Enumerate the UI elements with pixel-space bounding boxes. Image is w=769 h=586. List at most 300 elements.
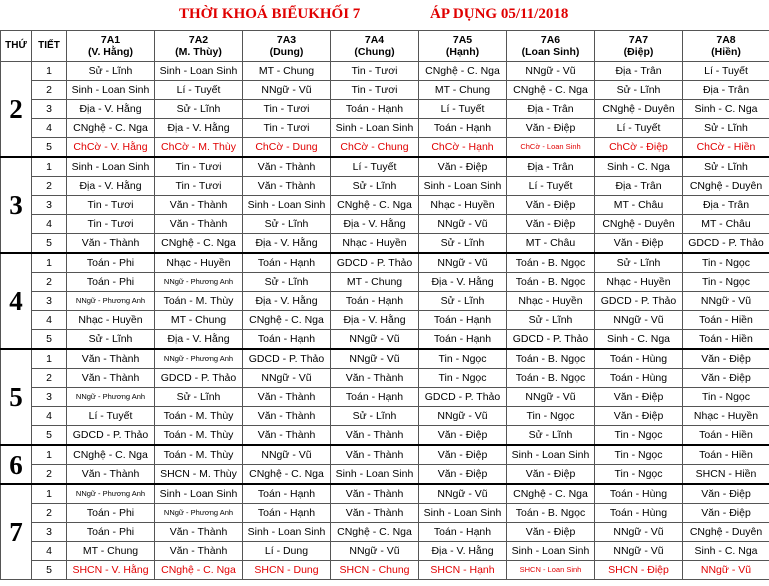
timetable-grid (0, 30, 769, 580)
day-label: 2 (1, 62, 32, 158)
schedule-cell: NNgữ - Phương Anh (67, 388, 155, 407)
schedule-cell: Lí - Dung (243, 542, 331, 561)
schedule-cell: NNgữ - Vũ (595, 523, 683, 542)
schedule-cell: Sinh - Loan Sinh (67, 81, 155, 100)
period-number: 2 (32, 465, 67, 485)
schedule-cell: Nhạc - Huyền (595, 273, 683, 292)
schedule-cell: Toán - M. Thùy (155, 292, 243, 311)
period-number: 5 (32, 234, 67, 254)
schedule-cell: Toán - Hạnh (331, 292, 419, 311)
period-row (1, 119, 769, 138)
period-number: 3 (32, 523, 67, 542)
schedule-cell: Tin - Tươi (243, 100, 331, 119)
schedule-cell: Địa - V. Hằng (67, 100, 155, 119)
class-header (331, 31, 419, 62)
schedule-cell: Văn - Thành (331, 484, 419, 504)
schedule-cell: Địa - V. Hằng (155, 330, 243, 350)
schedule-cell: Toán - B. Ngọc (507, 253, 595, 273)
schedule-cell: Địa - Trân (507, 100, 595, 119)
period-number: 2 (32, 177, 67, 196)
period-number: 2 (32, 273, 67, 292)
schedule-cell: NNgữ - Vũ (331, 542, 419, 561)
schedule-cell: Văn - Điệp (419, 445, 507, 465)
schedule-cell: Địa - V. Hằng (419, 273, 507, 292)
schedule-cell: Địa - Trân (683, 196, 769, 215)
schedule-cell: Văn - Điệp (507, 215, 595, 234)
class-header (683, 31, 769, 62)
class-header (507, 31, 595, 62)
schedule-cell: MT - Châu (507, 234, 595, 254)
schedule-cell: Sử - Lĩnh (419, 292, 507, 311)
schedule-cell: MT - Châu (595, 196, 683, 215)
schedule-cell: ChCờ - Hiền (683, 138, 769, 158)
class-code: 7A1 (100, 34, 121, 46)
schedule-cell: Toán - Hiền (683, 330, 769, 350)
schedule-cell: Văn - Thành (331, 445, 419, 465)
schedule-cell: NNgữ - Vũ (331, 349, 419, 369)
schedule-cell: GDCD - P. Thảo (507, 330, 595, 350)
schedule-cell: Văn - Điệp (507, 196, 595, 215)
period-row (1, 100, 769, 119)
schedule-cell: CNghệ - C. Nga (67, 445, 155, 465)
period-row (1, 465, 769, 485)
schedule-cell: Văn - Thành (67, 234, 155, 254)
class-header (595, 31, 683, 62)
schedule-cell: Văn - Điệp (419, 426, 507, 446)
schedule-cell: CNghệ - C. Nga (67, 119, 155, 138)
schedule-cell: Sử - Lĩnh (507, 311, 595, 330)
schedule-cell: Sinh - C. Nga (595, 330, 683, 350)
schedule-cell: Địa - Trân (595, 62, 683, 81)
schedule-cell: Toán - Hạnh (331, 388, 419, 407)
schedule-cell: Địa - Trân (683, 81, 769, 100)
schedule-cell: Sinh - Loan Sinh (243, 196, 331, 215)
schedule-cell: Sử - Lĩnh (683, 119, 769, 138)
period-row (1, 273, 769, 292)
schedule-cell: GDCD - P. Thảo (331, 253, 419, 273)
schedule-cell: CNghệ - C. Nga (507, 484, 595, 504)
schedule-cell: Tin - Tươi (155, 177, 243, 196)
schedule-cell: Toán - Hiền (683, 426, 769, 446)
schedule-cell: Địa - V. Hằng (243, 292, 331, 311)
header-row (1, 31, 769, 62)
schedule-cell: Toán - Hạnh (419, 119, 507, 138)
day-column-header: THỨ (1, 31, 32, 62)
schedule-cell: NNgữ - Phương Anh (155, 273, 243, 292)
period-row (1, 196, 769, 215)
schedule-cell: NNgữ - Vũ (595, 311, 683, 330)
schedule-cell: Tin - Ngọc (507, 407, 595, 426)
schedule-cell: NNgữ - Vũ (507, 62, 595, 81)
schedule-cell: NNgữ - Vũ (243, 81, 331, 100)
schedule-cell: Văn - Thành (155, 196, 243, 215)
schedule-cell: Sinh - Loan Sinh (419, 177, 507, 196)
schedule-cell: Văn - Thành (243, 177, 331, 196)
title-row (66, 0, 769, 31)
schedule-cell: CNghệ - Duyên (595, 215, 683, 234)
schedule-cell: Văn - Điệp (507, 523, 595, 542)
class-header (155, 31, 243, 62)
class-code: 7A4 (364, 34, 385, 46)
schedule-cell: Lí - Tuyết (67, 407, 155, 426)
schedule-cell: NNgữ - Vũ (419, 215, 507, 234)
schedule-cell: Sử - Lĩnh (595, 253, 683, 273)
schedule-cell: MT - Châu (683, 215, 769, 234)
schedule-cell: Văn - Thành (331, 426, 419, 446)
schedule-cell: Văn - Thành (67, 465, 155, 485)
schedule-cell: Văn - Điệp (507, 119, 595, 138)
period-row (1, 407, 769, 426)
schedule-cell: Toán - M. Thùy (155, 445, 243, 465)
period-number: 1 (32, 253, 67, 273)
schedule-cell: CNghệ - C. Nga (331, 523, 419, 542)
schedule-cell: Tin - Tươi (331, 81, 419, 100)
schedule-cell: Sinh - C. Nga (683, 542, 769, 561)
schedule-cell: Sử - Lĩnh (243, 215, 331, 234)
class-header (243, 31, 331, 62)
class-header (419, 31, 507, 62)
schedule-cell: NNgữ - Vũ (507, 388, 595, 407)
schedule-cell: Văn - Thành (155, 542, 243, 561)
period-number: 2 (32, 81, 67, 100)
period-number: 4 (32, 407, 67, 426)
schedule-cell: Sử - Lĩnh (67, 330, 155, 350)
schedule-cell: Nhạc - Huyền (683, 407, 769, 426)
schedule-cell: Văn - Điệp (683, 349, 769, 369)
schedule-cell: Văn - Thành (67, 349, 155, 369)
schedule-cell: SHCN - Hạnh (419, 561, 507, 580)
schedule-cell: Toán - Hùng (595, 504, 683, 523)
homeroom-teacher: (M. Thùy) (175, 46, 222, 58)
period-number: 1 (32, 445, 67, 465)
period-row (1, 234, 769, 254)
schedule-cell: ChCờ - Điệp (595, 138, 683, 158)
schedule-cell: Văn - Thành (67, 369, 155, 388)
period-row (1, 445, 769, 465)
period-row (1, 561, 769, 580)
schedule-cell: Nhạc - Huyền (67, 311, 155, 330)
schedule-cell: Tin - Ngọc (683, 253, 769, 273)
schedule-cell: Nhạc - Huyền (331, 234, 419, 254)
schedule-cell: Toán - Hùng (595, 369, 683, 388)
period-row (1, 253, 769, 273)
schedule-cell: Địa - V. Hằng (67, 177, 155, 196)
period-number: 2 (32, 504, 67, 523)
schedule-cell: Văn - Điệp (419, 465, 507, 485)
schedule-cell: Địa - Trân (595, 177, 683, 196)
schedule-cell: NNgữ - Phương Anh (155, 504, 243, 523)
class-header (67, 31, 155, 62)
schedule-cell: Sử - Lĩnh (419, 234, 507, 254)
schedule-cell: CNghệ - C. Nga (243, 311, 331, 330)
schedule-cell: Tin - Tươi (67, 196, 155, 215)
schedule-cell: MT - Chung (243, 62, 331, 81)
schedule-cell: Văn - Thành (155, 215, 243, 234)
period-number: 4 (32, 215, 67, 234)
schedule-cell: Văn - Điệp (419, 157, 507, 177)
schedule-cell: Toán - Hạnh (243, 504, 331, 523)
schedule-cell: Sử - Lĩnh (243, 273, 331, 292)
schedule-cell: Sinh - Loan Sinh (155, 484, 243, 504)
schedule-cell: NNgữ - Vũ (243, 369, 331, 388)
schedule-cell: GDCD - P. Thảo (155, 369, 243, 388)
schedule-cell: Văn - Thành (331, 504, 419, 523)
schedule-cell: MT - Chung (419, 81, 507, 100)
schedule-cell: Tin - Tươi (243, 119, 331, 138)
period-number: 1 (32, 484, 67, 504)
schedule-cell: SHCN - Chung (331, 561, 419, 580)
schedule-cell: Văn - Điệp (595, 388, 683, 407)
schedule-cell: Sinh - Loan Sinh (507, 542, 595, 561)
schedule-cell: Tin - Tươi (67, 215, 155, 234)
schedule-cell: Sinh - Loan Sinh (331, 465, 419, 485)
period-row (1, 349, 769, 369)
period-row (1, 62, 769, 81)
schedule-cell: Lí - Tuyết (419, 100, 507, 119)
schedule-cell: Văn - Điệp (507, 465, 595, 485)
schedule-cell: Văn - Điệp (683, 484, 769, 504)
schedule-cell: CNghệ - C. Nga (155, 234, 243, 254)
schedule-cell: Sử - Lĩnh (155, 100, 243, 119)
schedule-cell: Toán - B. Ngọc (507, 504, 595, 523)
schedule-cell: Toán - Phi (67, 273, 155, 292)
schedule-cell: CNghệ - C. Nga (243, 465, 331, 485)
schedule-cell: Toán - Hạnh (243, 484, 331, 504)
schedule-cell: Toán - Hạnh (419, 523, 507, 542)
period-row (1, 81, 769, 100)
schedule-cell: Sinh - Loan Sinh (507, 445, 595, 465)
schedule-cell: Tin - Ngọc (595, 465, 683, 485)
schedule-cell: Toán - Phi (67, 523, 155, 542)
schedule-cell: Toán - Hạnh (419, 311, 507, 330)
schedule-cell: CNghệ - Duyên (683, 523, 769, 542)
schedule-cell: SHCN - M. Thùy (155, 465, 243, 485)
schedule-cell: NNgữ - Vũ (683, 292, 769, 311)
period-number: 1 (32, 62, 67, 81)
schedule-cell: SHCN - Loan Sinh (507, 561, 595, 580)
schedule-cell: SHCN - Hiền (683, 465, 769, 485)
schedule-cell: MT - Chung (331, 273, 419, 292)
day-label: 6 (1, 445, 32, 484)
period-number: 4 (32, 542, 67, 561)
schedule-cell: NNgữ - Vũ (683, 561, 769, 580)
schedule-cell: Lí - Tuyết (683, 62, 769, 81)
period-row (1, 311, 769, 330)
schedule-cell: Toán - Hạnh (243, 253, 331, 273)
schedule-cell: Tin - Ngọc (419, 369, 507, 388)
schedule-cell: NNgữ - Vũ (243, 445, 331, 465)
timetable-title: THỜI KHOÁ BIỂUKHỐI 7 (179, 6, 361, 22)
period-row (1, 504, 769, 523)
schedule-cell: ChCờ - Hạnh (419, 138, 507, 158)
schedule-cell: MT - Chung (67, 542, 155, 561)
period-row (1, 138, 769, 158)
period-row (1, 330, 769, 350)
schedule-cell: GDCD - P. Thảo (243, 349, 331, 369)
period-number: 4 (32, 119, 67, 138)
schedule-cell: Tin - Tươi (155, 157, 243, 177)
schedule-cell: Sử - Lĩnh (683, 157, 769, 177)
schedule-cell: Văn - Thành (243, 426, 331, 446)
schedule-cell: CNghệ - Duyên (683, 177, 769, 196)
class-code: 7A2 (188, 34, 209, 46)
schedule-cell: Sinh - Loan Sinh (419, 504, 507, 523)
schedule-cell: Lí - Tuyết (507, 177, 595, 196)
class-code: 7A7 (628, 34, 649, 46)
period-number: 3 (32, 100, 67, 119)
schedule-cell: Tin - Tươi (331, 62, 419, 81)
period-row (1, 542, 769, 561)
schedule-cell: Sinh - Loan Sinh (67, 157, 155, 177)
schedule-cell: Tin - Ngọc (595, 426, 683, 446)
class-code: 7A8 (716, 34, 736, 46)
schedule-cell: NNgữ - Vũ (419, 484, 507, 504)
schedule-cell: Sử - Lĩnh (155, 388, 243, 407)
schedule-cell: SHCN - Dung (243, 561, 331, 580)
schedule-cell: Toán - Hạnh (243, 330, 331, 350)
period-row (1, 523, 769, 542)
schedule-cell: Tin - Ngọc (419, 349, 507, 369)
schedule-cell: Địa - V. Hằng (331, 215, 419, 234)
schedule-cell: Văn - Điệp (683, 369, 769, 388)
homeroom-teacher: (Chung) (354, 46, 395, 58)
schedule-cell: Sử - Lĩnh (595, 81, 683, 100)
schedule-cell: Tin - Ngọc (683, 273, 769, 292)
period-number: 3 (32, 388, 67, 407)
schedule-cell: Sinh - Loan Sinh (155, 62, 243, 81)
schedule-cell: Lí - Tuyết (331, 157, 419, 177)
schedule-cell: Sinh - C. Nga (595, 157, 683, 177)
homeroom-teacher: (Dung) (269, 46, 304, 58)
schedule-cell: Tin - Ngọc (595, 445, 683, 465)
class-code: 7A6 (540, 34, 561, 46)
schedule-cell: Toán - B. Ngọc (507, 349, 595, 369)
schedule-cell: CNghệ - Duyên (595, 100, 683, 119)
day-label: 4 (1, 253, 32, 349)
period-number: 4 (32, 311, 67, 330)
day-label: 7 (1, 484, 32, 580)
schedule-cell: Địa - V. Hằng (419, 542, 507, 561)
period-number: 5 (32, 330, 67, 350)
schedule-cell: Văn - Điệp (595, 234, 683, 254)
period-number: 3 (32, 292, 67, 311)
schedule-cell: Toán - Phi (67, 253, 155, 273)
schedule-cell: ChCờ - Loan Sinh (507, 138, 595, 158)
schedule-cell: Văn - Thành (243, 388, 331, 407)
schedule-cell: GDCD - P. Thảo (67, 426, 155, 446)
schedule-cell: Địa - V. Hằng (331, 311, 419, 330)
schedule-cell: Toán - Hạnh (331, 100, 419, 119)
schedule-cell: Nhạc - Huyền (507, 292, 595, 311)
schedule-cell: CNghệ - C. Nga (507, 81, 595, 100)
schedule-cell: Địa - Trân (507, 157, 595, 177)
schedule-cell: GDCD - P. Thảo (683, 234, 769, 254)
schedule-cell: Toán - B. Ngọc (507, 273, 595, 292)
period-number: 3 (32, 196, 67, 215)
period-number: 2 (32, 369, 67, 388)
schedule-cell: Toán - Hùng (595, 349, 683, 369)
period-row (1, 369, 769, 388)
schedule-cell: Sử - Lĩnh (507, 426, 595, 446)
schedule-cell: ChCờ - M. Thùy (155, 138, 243, 158)
schedule-cell: Toán - B. Ngọc (507, 369, 595, 388)
period-number: 5 (32, 561, 67, 580)
schedule-cell: Toán - Hiền (683, 311, 769, 330)
schedule-cell: Sinh - Loan Sinh (243, 523, 331, 542)
period-column-header: TIẾT (32, 31, 67, 62)
schedule-cell: NNgữ - Phương Anh (155, 349, 243, 369)
schedule-cell: Văn - Điệp (683, 504, 769, 523)
schedule-cell: CNghệ - C. Nga (419, 62, 507, 81)
schedule-cell: Toán - M. Thùy (155, 426, 243, 446)
schedule-cell: Lí - Tuyết (155, 81, 243, 100)
schedule-cell: NNgữ - Vũ (331, 330, 419, 350)
schedule-cell: Địa - V. Hằng (243, 234, 331, 254)
schedule-cell: CNghệ - C. Nga (155, 561, 243, 580)
period-number: 5 (32, 426, 67, 446)
class-code: 7A3 (276, 34, 297, 46)
schedule-cell: Lí - Tuyết (595, 119, 683, 138)
period-row (1, 215, 769, 234)
schedule-cell: Nhạc - Huyền (419, 196, 507, 215)
schedule-cell: Sử - Lĩnh (331, 177, 419, 196)
schedule-cell: SHCN - Điệp (595, 561, 683, 580)
schedule-cell: Toán - Hùng (595, 484, 683, 504)
schedule-cell: Văn - Điệp (595, 407, 683, 426)
class-code: 7A5 (452, 34, 473, 46)
period-number: 5 (32, 138, 67, 158)
schedule-cell: Tin - Ngọc (683, 388, 769, 407)
schedule-cell: Địa - V. Hằng (155, 119, 243, 138)
schedule-cell: SHCN - V. Hằng (67, 561, 155, 580)
schedule-cell: Toán - Hiền (683, 445, 769, 465)
homeroom-teacher: (V. Hằng) (87, 46, 134, 58)
day-label: 5 (1, 349, 32, 445)
schedule-cell: Sinh - C. Nga (683, 100, 769, 119)
schedule-cell: Nhạc - Huyền (155, 253, 243, 273)
schedule-cell: Toán - Hạnh (419, 330, 507, 350)
schedule-cell: Sử - Lĩnh (67, 62, 155, 81)
schedule-cell: MT - Chung (155, 311, 243, 330)
schedule-cell: NNgữ - Vũ (419, 253, 507, 273)
schedule-cell: ChCờ - Chung (331, 138, 419, 158)
day-label: 3 (1, 157, 32, 253)
homeroom-teacher: (Hạnh) (445, 46, 480, 58)
schedule-cell: ChCờ - V. Hằng (67, 138, 155, 158)
period-row (1, 388, 769, 407)
homeroom-teacher: (Điệp) (623, 46, 654, 58)
homeroom-teacher: (Loan Sinh) (521, 46, 580, 58)
effective-date: ÁP DỤNG 05/11/2018 (430, 6, 569, 22)
period-row (1, 157, 769, 177)
schedule-cell: Văn - Thành (243, 157, 331, 177)
period-row (1, 177, 769, 196)
schedule-cell: NNgữ - Vũ (419, 407, 507, 426)
schedule-cell: Văn - Thành (331, 369, 419, 388)
period-row (1, 484, 769, 504)
schedule-cell: Sinh - Loan Sinh (331, 119, 419, 138)
schedule-cell: NNgữ - Phương Anh (67, 292, 155, 311)
schedule-cell: Văn - Thành (155, 523, 243, 542)
schedule-cell: Văn - Thành (243, 407, 331, 426)
schedule-cell: Toán - Phi (67, 504, 155, 523)
schedule-cell: GDCD - P. Thảo (419, 388, 507, 407)
schedule-cell: Toán - M. Thùy (155, 407, 243, 426)
period-row (1, 426, 769, 446)
period-number: 1 (32, 349, 67, 369)
period-number: 1 (32, 157, 67, 177)
schedule-cell: NNgữ - Vũ (595, 542, 683, 561)
